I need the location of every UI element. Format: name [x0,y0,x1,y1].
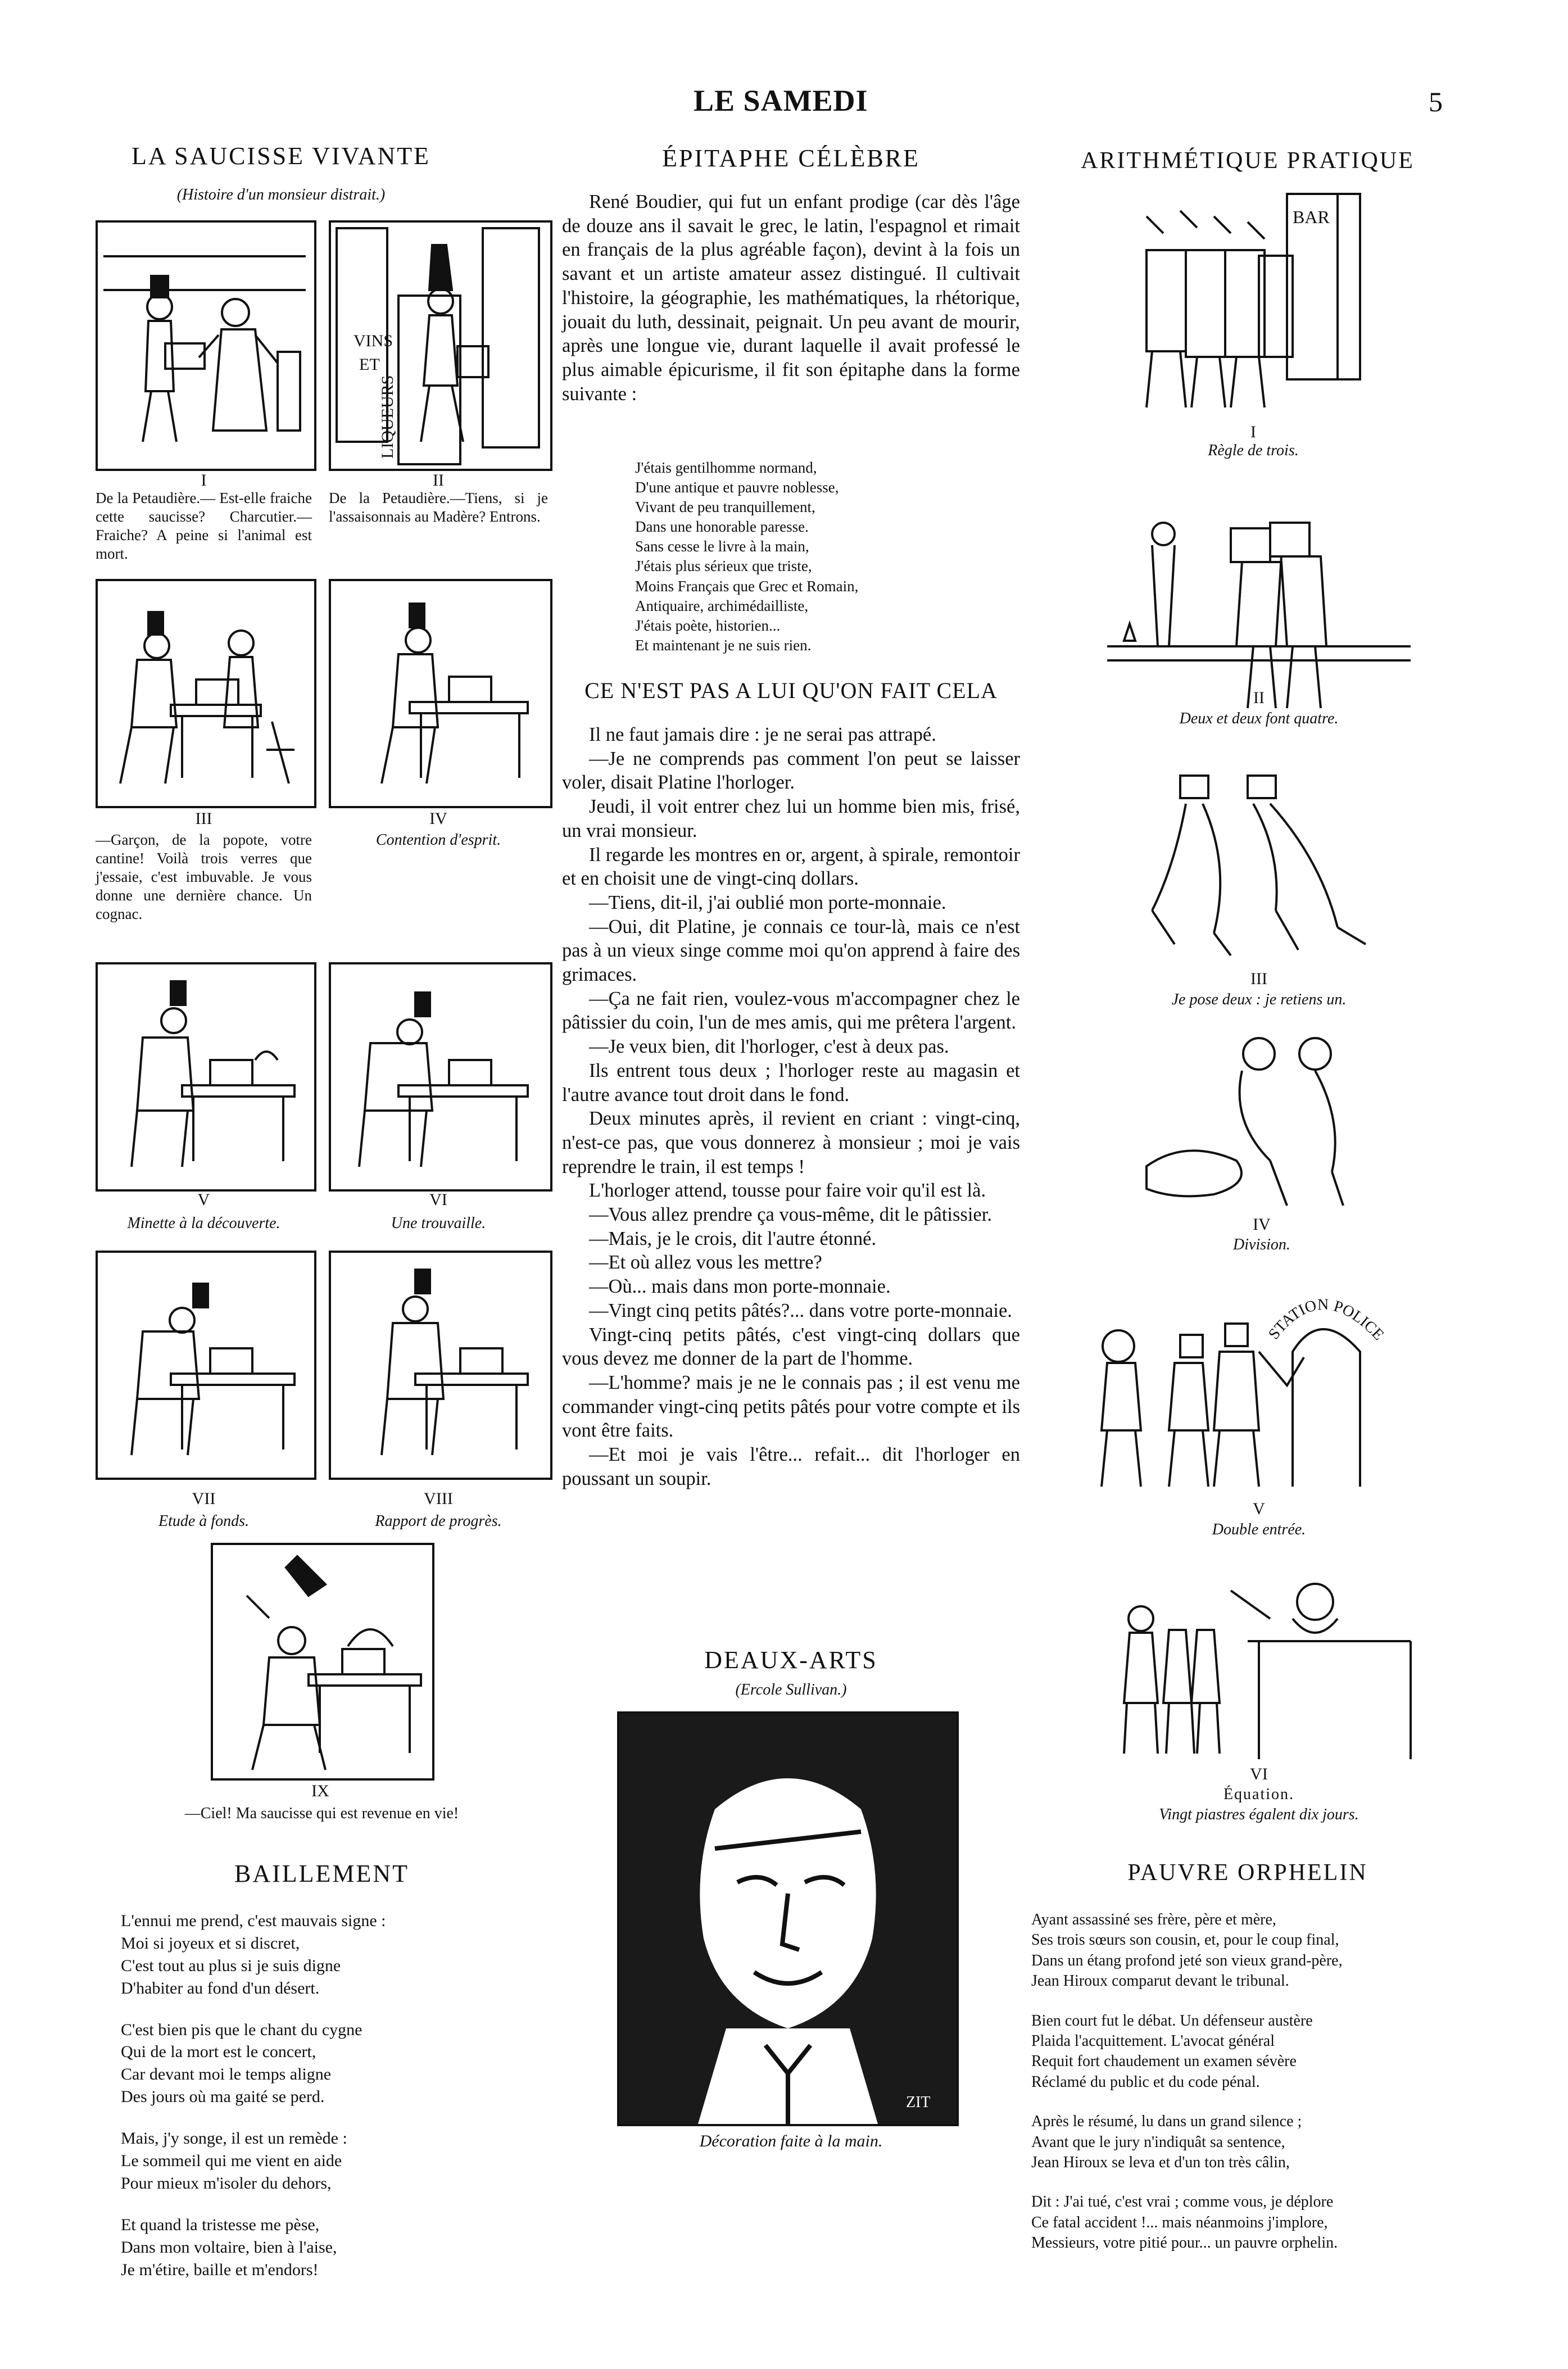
police-station-illustration [1090,1262,1427,1498]
panel-1-number: I [201,471,207,490]
epitaphe-paragraph [562,190,1020,406]
story-paragraph: —Je veux bien, dit l'horloger, c'est à deux pas. [589,1036,949,1058]
panel-2-number: II [433,471,444,490]
orphelin-stanza-2 [1031,2011,1470,2093]
shop-sign-liqueurs: LIQUEURS [378,375,397,459]
caricature-face [619,1714,957,2124]
wine-shop-illustration [331,223,550,469]
arith-panel-1 [1124,188,1383,419]
poem-line: Je m'étire, baille et m'endors! [121,2260,319,2279]
panel-4-caption: Contention d'esprit. [375,831,501,849]
poem-line: L'ennui me prend, c'est mauvais signe : [121,1911,386,1930]
cafe-table-illustration-1 [98,581,314,806]
arith-5-number: V [1253,1500,1265,1518]
poem-line: C'est tout au plus si je suis digne [121,1956,341,1975]
epitaphe-text: René Boudier, qui fut un enfant prodige (car dès l'âge de douze ans il savait le grec, le latin, l'espagnol et rimait en français de la plus agréable façon), devint à la fois un savant et un artiste amateur assez distingué. Il cultivait l'histoire, la géographie, les mathématiques, la rhétorique, jouait du luth, dessinait, peignait. Un peu avant de mourir, après une longue vie, durant laquelle il avait professé le plus aimable épicurisme, il fit son épitaphe dans la forme suivante : [562,191,1020,405]
poem-line: Jean Hiroux se leva et d'un ton très câlin, [1031,2153,1290,2171]
verse-line: Vivant de peu tranquillement, [635,499,815,516]
poem-line: Moi si joyeux et si discret, [121,1933,300,1953]
comic-panel-9 [211,1543,434,1781]
police-sign [1265,1296,1387,1344]
orphelin-stanza-4 [1031,2192,1470,2253]
verse-line: J'étais plus sérieux que triste, [635,558,812,575]
arith-panel-2 [1102,489,1416,714]
baillement-stanza-1 [121,1910,548,2000]
butcher-shop-illustration [98,223,314,469]
panel-4-number: IV [429,809,447,828]
comic-panel-3 [96,579,316,808]
baillement-stanza-4 [121,2214,548,2281]
poem-line: C'est bien pis que le chant du cygne [121,2020,362,2039]
poem-line: Qui de la mort est le concert, [121,2042,316,2062]
poem-line: Ses trois sœurs son cousin, et, pour le coup final, [1031,1931,1339,1949]
verse-line: Et maintenant je ne suis rien. [635,636,812,654]
arith-4-caption: Division. [1233,1236,1290,1253]
poem-line: Dit : J'ai tué, c'est vrai ; comme vous, je déplore [1031,2193,1334,2211]
story-paragraph: Vingt-cinq petits pâtés, c'est vingt-cinq dollars que vous devez me donner de la part de l'homme. [562,1324,1020,1370]
panel-6-caption: Une trouvaille. [391,1215,486,1232]
story-paragraph: Deux minutes après, il revient en criant : vingt-cinq, n'est-ce pas, que vous donnerez à monsieur ; moi je vais reprendre le train, il est temps ! [562,1108,1020,1177]
comic-panel-2 [329,220,552,471]
story-paragraph: —Et moi je vais l'être... refait... dit l'horloger en poussant un soupir. [562,1444,1020,1489]
bar-entrance-illustration [1124,188,1383,419]
poem-line: Ayant assassiné ses frère, père et mère, [1031,1911,1276,1928]
poem-line: Messieurs, votre pitié pour... un pauvre orphelin. [1031,2234,1338,2252]
arith-panel-5 [1090,1262,1427,1498]
panel-3-number: III [195,809,212,828]
comic-panel-4 [329,579,552,808]
arith-1-number: I [1250,423,1256,441]
verse-line: Moins Français que Grec et Romain, [635,577,859,595]
portrait-signature: ZIT [906,2094,931,2111]
story-paragraph: Il regarde les montres en or, argent, à spirale, remontoir et en choisit une de vingt-cinq dollars. [562,844,1020,890]
newspaper-title: LE SAMEDI [694,84,868,117]
arith-panel-3 [1141,764,1377,967]
sausage-alive-illustration [213,1545,432,1778]
baillement-stanza-2 [121,2019,548,2109]
courtroom-illustration [1102,1551,1416,1765]
fight-illustration [1130,1031,1394,1211]
verse-line: Dans une honorable paresse. [635,518,809,536]
story-paragraph: Jeudi, il voit entrer chez lui un homme bien mis, frisé, un vrai monsieur. [562,796,1020,841]
epitaphe-title: ÉPITAPHE CÉLÈBRE [662,144,920,172]
poem-line: Jean Hiroux comparut devant le tribunal. [1031,1972,1289,1990]
story-paragraph: Ils entrent tous deux ; l'horloger reste au magasin et l'autre avance tout droit dans le fond. [562,1059,1020,1106]
orphelin-poem [1031,1910,1470,2272]
comic-panel-8 [329,1251,552,1480]
panel-8-caption: Rapport de progrès. [375,1512,502,1530]
story-paragraph: —Vous allez prendre ça vous-même, dit le pâtissier. [589,1204,992,1226]
panel-7-number: VII [192,1489,216,1508]
bar-counter-illustration [1102,489,1416,714]
baillement-stanza-3 [121,2127,548,2195]
story-paragraph: —Je ne comprends pas comment l'on peut se laisser voler, disait Platine l'horloger. [562,748,1020,794]
arith-6-caption: Équation. [1223,1786,1295,1803]
beaux-arts-caption: Décoration faite à la main. [699,2132,883,2150]
orphelin-stanza-3 [1031,2112,1470,2173]
poem-line: Le sommeil qui me vient en aide [121,2151,342,2171]
poem-line: Ce fatal accident !... mais néanmoins j'implore, [1031,2213,1328,2231]
story-paragraph: —Où... mais dans mon porte-monnaie. [589,1276,891,1298]
story-paragraph: —L'homme? mais je ne le connais pas ; il est venu me commander vingt-cinq petits pâtés pour votre compte et ils vont être faits. [562,1371,1020,1442]
story-paragraph: L'horloger attend, tousse pour faire voir qu'il est là. [589,1180,986,1202]
poem-line: Requit fort chaudement un examen sévère [1031,2053,1297,2071]
panel-6-number: VI [429,1190,447,1209]
arith-6-number: VI [1250,1765,1268,1783]
poem-line: Des jours où ma gaité se perd. [121,2087,325,2107]
panel-5-number: V [197,1190,210,1209]
poem-line: Car devant moi le temps aligne [121,2065,332,2084]
cela-title: CE N'EST PAS A LUI QU'ON FAIT CELA [584,678,998,703]
beaux-arts-title: DEAUX-ARTS [704,1646,878,1674]
arith-3-caption: Je pose deux : je retiens un. [1171,991,1347,1008]
bar-sign: BAR [1293,207,1330,227]
baillement-title: BAILLEMENT [234,1860,410,1887]
saucisse-title: LA SAUCISSE VIVANTE [131,142,431,170]
comic-panel-5 [96,962,316,1192]
panel-5-caption: Minette à la découverte. [127,1215,280,1232]
poem-line: Réclamé du public et du code pénal. [1031,2073,1260,2091]
police-sign-text: STATION POLICE [1265,1296,1388,1344]
poem-line: Après le résumé, lu dans un grand silence ; [1031,2113,1302,2131]
poem-line: Et quand la tristesse me pèse, [121,2215,320,2234]
comic-panel-7 [96,1251,316,1480]
orphelin-stanza-1 [1031,1910,1470,1992]
story-paragraph: —Vingt cinq petits pâtés?... dans votre porte-monnaie. [589,1299,1012,1321]
arith-3-number: III [1250,970,1267,988]
cela-story [562,723,1020,1491]
comic-panel-6 [329,962,552,1192]
orphelin-title: PAUVRE ORPHELIN [1127,1860,1368,1886]
cafe-table-illustration-3 [98,1253,314,1478]
poem-line: Avant que le jury n'indiquât sa sentence, [1031,2133,1285,2151]
arith-6-caption2: Vingt piastres égalent dix jours. [1159,1806,1359,1823]
comic-panel-1 [96,220,316,471]
panel-8-number: VIII [424,1489,453,1508]
baillement-poem [121,1910,548,2300]
poem-line: Dans un étang profond jeté son vieux grand-père, [1031,1951,1343,1969]
panel-2-caption: De la Petaudière.—Tiens, si je l'assaisonnais au Madère? Entrons. [329,490,548,525]
portrait-illustration [617,1711,959,2126]
arith-2-number: II [1253,688,1265,707]
drunk-men-illustration [1141,764,1377,967]
verse-line: J'étais gentilhomme normand, [635,459,817,476]
arith-2-caption: Deux et deux font quatre. [1179,710,1339,727]
cafe-table-illustration-2 [331,581,550,806]
arith-panel-6 [1102,1551,1416,1765]
verse-line: D'une antique et pauvre noblesse, [635,479,839,496]
arith-5-caption: Double entrée. [1212,1521,1306,1538]
saucisse-subtitle: (Histoire d'un monsieur distrait.) [176,186,386,203]
shop-sign-et: ET [359,355,380,374]
story-paragraph: —Tiens, dit-il, j'ai oublié mon porte-monnaie. [589,891,946,913]
story-paragraph: —Et où allez vous les mettre? [589,1252,822,1274]
arith-panel-4 [1130,1031,1394,1211]
story-paragraph: —Ça ne fait rien, voulez-vous m'accompagner chez le pâtissier du coin, l'un de mes amis, qui me prêtera l'argent. [562,988,1020,1034]
panel-1-caption: De la Petaudière.— Est-elle fraiche cette saucisse? Charcutier.—Fraiche? A peine si l'animal est mort. [96,490,312,562]
sleeping-man-illustration-1 [331,964,550,1189]
panel-3-caption: —Garçon, de la popote, votre cantine! Voilà trois verres que j'essaie, c'est imbuvable. Je vous donne une dernière chance. Un cognac. [96,831,312,922]
panel-9-number: IX [311,1782,329,1800]
cat-discovery-illustration [98,964,314,1189]
arith-4-number: IV [1253,1215,1271,1234]
page-number: 5 [1429,86,1443,117]
shop-sign-vins: VINS [354,332,393,350]
poem-line: D'habiter au fond d'un désert. [121,1978,320,1997]
poem-line: Bien court fut le débat. Un défenseur austère [1031,2012,1313,2030]
epitaphe-verses [635,458,1017,655]
story-paragraph: —Mais, je le crois, dit l'autre étonné. [589,1227,877,1249]
poem-line: Pour mieux m'isoler du dehors, [121,2173,332,2193]
story-paragraph: —Oui, dit Platine, je connais ce tour-là, mais ce n'est pas à un vieux singe comme moi qu'on apprend à faire des grimaces. [562,916,1020,986]
panel-7-caption: Etude à fonds. [158,1512,249,1530]
poem-line: Mais, j'y songe, il est un remède : [121,2129,347,2148]
beaux-arts-subtitle: (Ercole Sullivan.) [735,1681,847,1698]
poem-line: Plaida l'acquittement. L'avocat général [1031,2032,1275,2050]
panel-9-caption: —Ciel! Ma saucisse qui est revenue en vie! [184,1805,459,1822]
cafe-table-illustration-4 [331,1253,550,1478]
verse-line: Antiquaire, archimédailliste, [635,597,809,614]
verse-line: J'étais poète, historien... [635,617,781,634]
arith-1-caption: Règle de trois. [1208,442,1299,459]
story-paragraph: Il ne faut jamais dire : je ne serai pas attrapé. [589,724,936,745]
verse-line: Sans cesse le livre à la main, [635,538,809,555]
poem-line: Dans mon voltaire, bien à l'aise, [121,2237,337,2257]
arithmetique-title: ARITHMÉTIQUE PRATIQUE [1081,148,1415,174]
